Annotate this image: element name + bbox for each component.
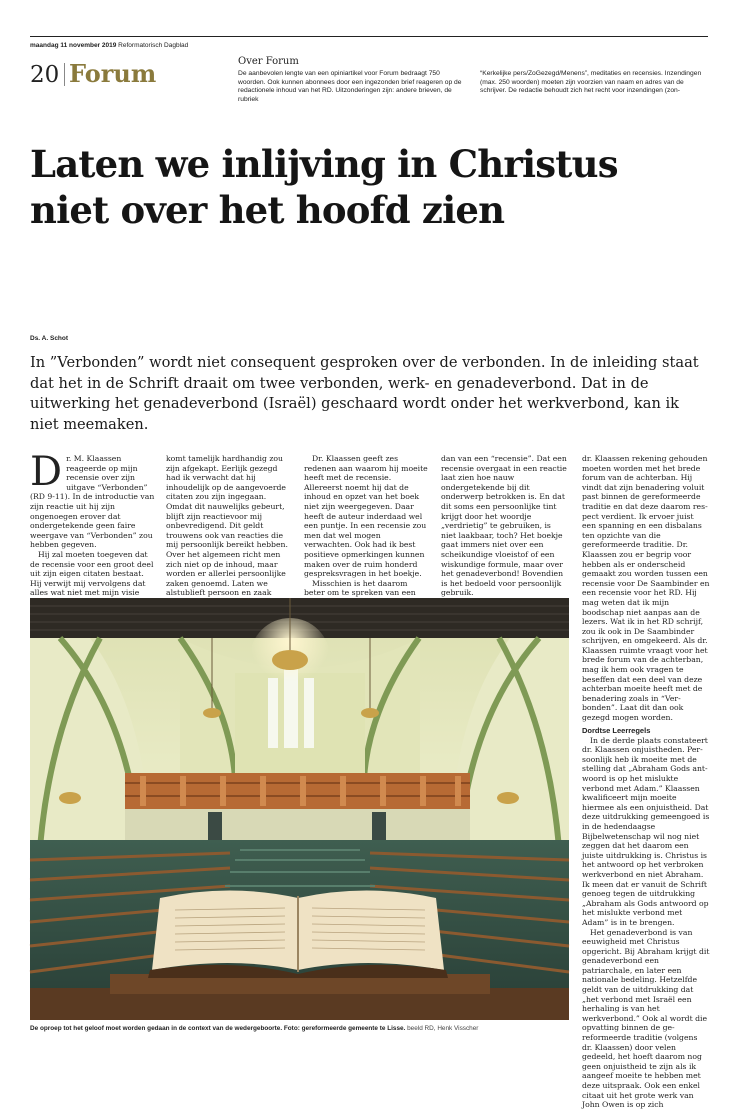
info-box-title: Over Forum [238, 56, 299, 67]
article-intro: In ”Verbonden” wordt niet consequent gesproken over de verbonden. In de inleiding staat dat het in de Schrift draait om twee verbonden, werk- en genadeverbond. Dat in de uitwerking het genadeverbond (Israël) geschaard wordt onder het werkverbond, kan ik niet meemaken. [30, 354, 699, 433]
body-column-4 [441, 454, 567, 598]
article-headline: Laten we inlijving in Christus niet over het hoofd zien [30, 142, 618, 232]
top-rule [30, 36, 708, 37]
caption-text: De oproep tot het geloof moet worden gedaan in de context van de wedergeboorte. Foto: gereformeerde gemeente te Lisse. [30, 1025, 406, 1032]
page-number: 20 [30, 62, 60, 88]
photo-caption [30, 1024, 570, 1033]
body-paragraph: In de derde plaats constateert dr. Klaassen onjuistheden. Persoonlijk heb ik moeite met de stelling dat „Abraham Gods antwoord is op het mislukte verbond met Adam.” Klaassen kwalificeert mijn moeite hiermee als een onjuistheid. Dat deze uitdrukking gemeengoed is in de hedendaagse Bijbelwetenschap wil nog niet zeggen dat het daarom een juiste uitdrukking is. Christus is het antwoord op het verbroken werkverbond en niet Abraham. Ik meen dat er vanuit de Schrift genoeg tegen de uitdrukking „Abraham als Gods antwoord op het mislukte verbond met Adam” is in te brengen. [582, 735, 710, 927]
body-column-2 [166, 454, 292, 598]
body-paragraph: Het genadeverbond is van eeuwigheid met Christus opgericht. Bij Abraham krijgt dit genadeverbond een patriarchale, en later een nationale bedeling. Hetzelfde geldt van de uitdrukking dat „het verbond met Israël een herhaling is van het werkverbond.” Ook al wordt die opvatting binnen de gereformeerde traditie (volgens dr. Klaassen) door velen gedeeld, het hoeft daarom nog geen onjuistheid te zijn als ik aangeef moeite te hebben met deze uitspraak. Ook een enkel citaat uit het grote werk van John Owen is op zich [582, 927, 710, 1110]
page-separator [64, 63, 65, 86]
date: maandag 11 november 2019 [30, 42, 117, 49]
drop-cap: D [30, 449, 63, 495]
publication-name: Reformatorisch Dagblad [118, 42, 189, 49]
body-paragraph: Hij zal moeten toegeven dat de recensie voor een groot deel uit zijn eigen citaten bestaat. Hij verwijt mij vervolgens dat alles wat niet met mijn visie [30, 549, 154, 598]
body-column-3 [304, 454, 430, 598]
dateline [30, 41, 188, 50]
body-column-1 [30, 449, 156, 598]
body-paragraph: dan van een “recensie”. Dat een recensie overgaat in een reactie laat zien hoe nauw ondergetekende bij dit onderwerp betrokken is. En dat dit soms een persoonlijke tint krijgt door het woordje „verdrietig” te gebruiken, is niet laakbaar, toch? Het boekje gaat immers niet over een scheikundige vloeistof of een wiskundige formule, maar over het genadeverbond! Bovendien is het bedoeld voor persoonlijk gebruik. [441, 454, 567, 598]
info-box-column-1: De aanbevolen lengte van een opiniartikel voor Forum bedraagt 750 woorden. Ook kunnen abonnees door een ingezonden brief reageren op de redactionele inhoud van het RD. Uitzonderingen zijn: andere brieven, de rubriek [238, 70, 462, 103]
body-paragraph: dr. Klaassen rekening gehouden moeten worden met het brede forum van de achterban. Hij vindt dat zijn benadering voluit past binnen de gereformeerde traditie en dat deze daarom respect verdient. Ik ervoer juist een spanning en een disbalans ten opzichte van die gereformeerde traditie. Dr. Klaassen zou er begrip voor hebben als er onderscheid gemaakt zou worden tussen een recensie voor De Saambinder en een recensie voor het RD. Hij mag weten dat ik mijn boodschap niet aanpas aan de lezers. Wat ik in het RD schrijf, zou ik ook in De Saambinder schrijven, en omgekeerd. Als dr. Klaassen ruimte vraagt voor het brede forum van de achterban, mag ik hem ook vragen te beseffen dat een deel van deze achterban moeite heeft met de benadering zoals in “Verbonden”. Laat dit dan ook gezegd mogen worden. [582, 454, 710, 723]
body-paragraph: r. M. Klaassen reageerde op mijn recensie over zijn uitgave “Verbonden” (RD 9-11). In de introductie van zijn reactie uit hij zijn ongenoegen erover dat ondergetekende geen faire weergave van “Verbonden” zou hebben gegeven. [30, 454, 155, 550]
body-paragraph: Misschien is het daarom beter om te spreken van een [304, 578, 416, 598]
info-box-column-2: “Kerkelijke pers/ZoGezegd/Menens”, meditaties en recensies. Inzendingen (max. 250 woorden) moeten zijn voorzien van naam en adres van de schrijver. De redactie behoudt zich het recht voor inzendingen (zon- [480, 70, 702, 95]
article-byline: Ds. A. Schot [30, 335, 69, 342]
section-title: Forum [69, 59, 157, 88]
church-interior-photo [30, 598, 569, 1020]
body-paragraph: Dr. Klaassen geeft zes redenen aan waarom hij moeite heeft met de recensie. Allereerst noemt hij dat de inhoud en opzet van het boek niet zijn weergegeven. Daar heeft de auteur inderdaad wel een puntje. In een recensie zou men dat wel mogen verwachten. Ook had ik best positieve opmerkingen kunnen maken over de ruim honderd gespreksvragen in het boekje. [304, 454, 428, 579]
photo-credit: beeld RD, Henk Visscher [407, 1025, 479, 1032]
body-column-5 [582, 454, 710, 1110]
subheading: Dordtse Leerregels [582, 725, 651, 735]
body-paragraph: komt tamelijk hardhandig zou zijn afgekapt. Eerlijk gezegd had ik verwacht dat hij inhoudelijk op de aangevoerde citaten zou zijn ingegaan. Omdat dit nauwelijks gebeurt, blijft zijn reactievoor mij onbevredigend. Dit geldt trouwens ook van reacties die mij persoonlijk bereikt hebben. Over het algemeen richt men zich niet op de inhoud, maar worden er allerlei persoonlijke zaken genoemd. Laten we alstublieft persoon en zaak [166, 454, 288, 598]
